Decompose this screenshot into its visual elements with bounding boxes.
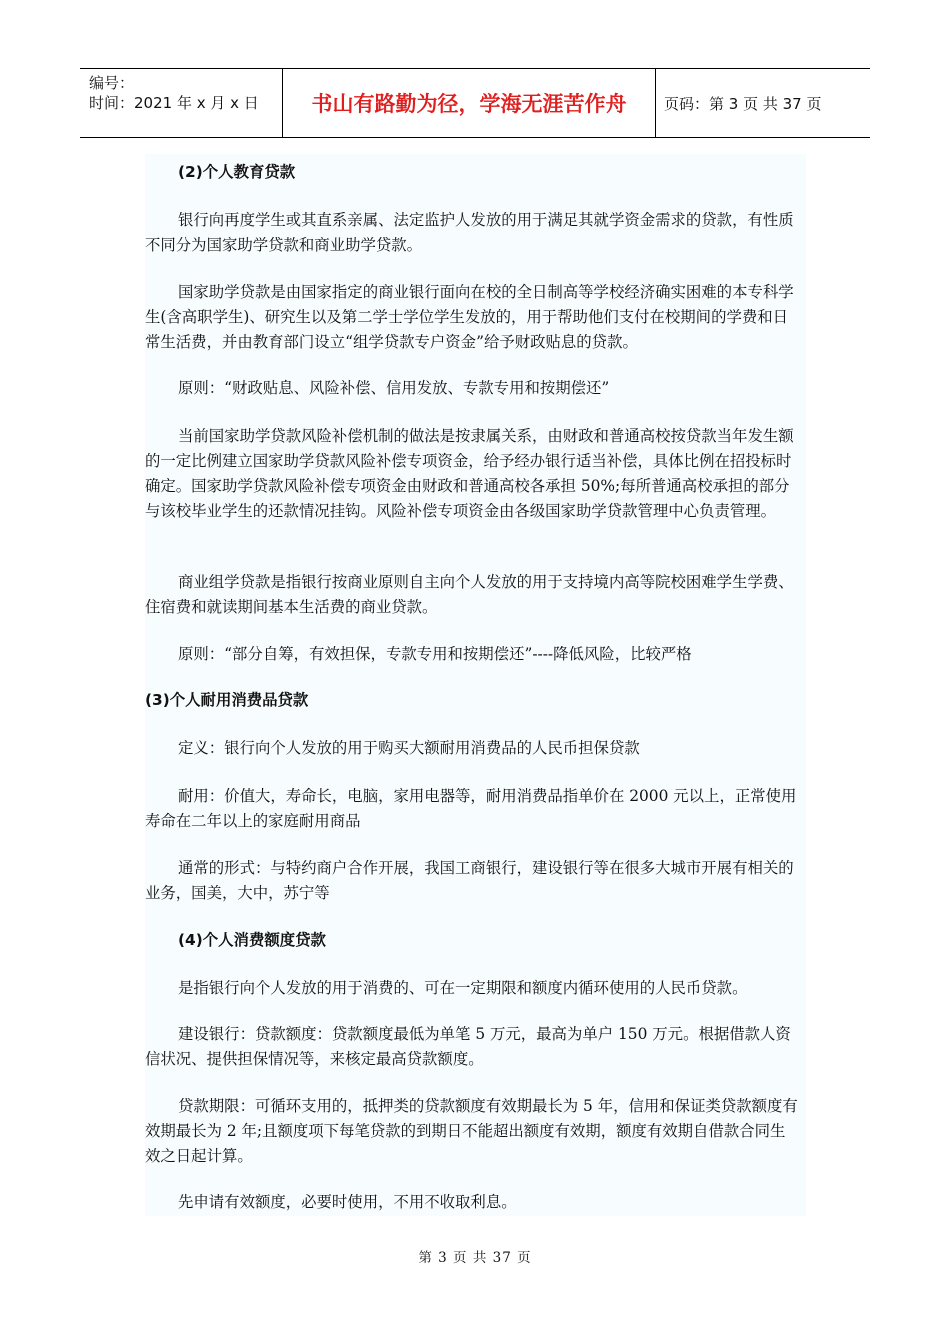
paragraph: 贷款期限：可循环支用的，抵押类的贷款额度有效期最长为 5 年，信用和保证类贷款额度有效期最长为 2 年;且额度项下每笔贷款的到期日不能超出额度有效期，额度有效期自借款合同生效之日起计算。	[145, 1097, 798, 1165]
page-header	[80, 68, 870, 138]
content-area	[145, 154, 806, 1216]
section-heading-4: (4)个人消费额度贷款	[178, 931, 326, 949]
section-heading-3: (3)个人耐用消费品贷款	[145, 691, 309, 709]
section-heading-2: (2)个人教育贷款	[178, 163, 296, 181]
paragraph: 定义：银行向个人发放的用于购买大额耐用消费品的人民币担保贷款	[178, 739, 640, 757]
paragraph: 先申请有效额度，必要时使用，不用不收取利息。	[178, 1193, 517, 1211]
paragraph: 原则：“财政贴息、风险补偿、信用发放、专款专用和按期偿还”	[178, 379, 610, 397]
paragraph: 国家助学贷款是由国家指定的商业银行面向在校的全日制高等学校经济确实困难的本专科学生(含高职学生)、研究生以及第二学士学位学生发放的，用于帮助他们支付在校期间的学费和日常生活费，并由教育部门设立“组学贷款专户资金”给予财政贴息的贷款。	[145, 283, 794, 351]
header-motto-cell	[283, 69, 656, 137]
motto: 书山有路勤为径，学海无涯苦作舟	[311, 92, 627, 116]
paragraph: 商业组学贷款是指银行按商业原则自主向个人发放的用于支持境内高等院校困难学生学费、住宿费和就读期间基本生活费的商业贷款。	[145, 573, 794, 616]
number-label: 编号：	[89, 74, 135, 92]
paragraph: 原则：“部分自筹，有效担保，专款专用和按期偿还”----降低风险，比较严格	[178, 645, 692, 663]
paragraph: 建设银行：贷款额度：贷款额度最低为单笔 5 万元，最高为单户 150 万元。根据借款人资信状况、提供担保情况等，来核定最高贷款额度。	[145, 1025, 791, 1068]
paragraph: 耐用：价值大，寿命长，电脑，家用电器等，耐用消费品指单价在 2000 元以上，正常使用寿命在二年以上的家庭耐用商品	[145, 787, 797, 830]
paragraph: 当前国家助学贷款风险补偿机制的做法是按隶属关系，由财政和普通高校按贷款当年发生额的一定比例建立国家助学贷款风险补偿专项资金，给予经办银行适当补偿，具体比例在招投标时确定。国家助学贷款风险补偿专项资金由财政和普通高校各承担 50%;每所普通高校承担的部分与该校毕业学生的还款情况挂钩。风险补偿专项资金由各级国家助学贷款管理中心负责管理。	[145, 427, 794, 520]
date-label: 时间：2021 年 x 月 x 日	[89, 94, 259, 112]
paragraph: 通常的形式：与特约商户合作开展，我国工商银行，建设银行等在很多大城市开展有相关的业务，国美，大中，苏宁等	[145, 859, 794, 902]
page-footer: 第 3 页 共 37 页	[418, 1250, 532, 1266]
paragraph: 是指银行向个人发放的用于消费的、可在一定期限和额度内循环使用的人民币贷款。	[178, 979, 748, 997]
paragraph: 银行向再度学生或其直系亲属、法定监护人发放的用于满足其就学资金需求的贷款，有性质不同分为国家助学贷款和商业助学贷款。	[145, 211, 794, 254]
header-page-info: 页码：第 3 页 共 37 页	[664, 94, 822, 113]
header-meta	[80, 69, 283, 137]
